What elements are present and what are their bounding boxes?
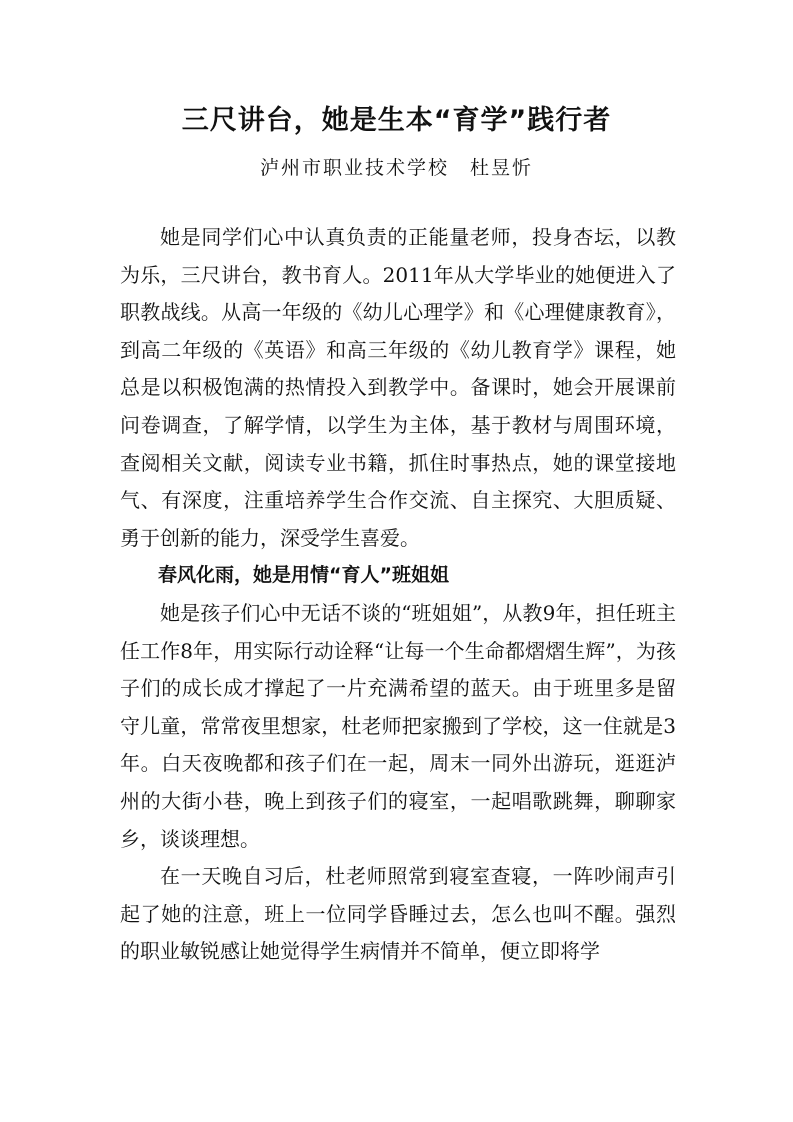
section-heading: 春风化雨，她是用情“育人”班姐姐: [158, 564, 449, 587]
article-title: 三尺讲台，她是生本“育学”践行者: [181, 105, 612, 136]
paragraph-1: 她是同学们心中认真负责的正能量老师，投身杏坛，以教为乐，三尺讲台，教书育人。2011年从大学毕业的她便进入了职教战线。从高一年级的《幼儿心理学》和《心理健康教育》，到高二年级的《英语》和高三年级的《幼儿教育学》课程，她总是以积极饱满的热情投入到教学中。备课时，她会开展课前问卷调查，了解学情，以学生为主体，基于教材与周围环境，查阅相关文献，阅读专业书籍，抓住时事热点，她的课堂接地气、有深度，注重培养学生合作交流、自主探究、大胆质疑、勇于创新的能力，深受学生喜爱。: [120, 225, 676, 550]
paragraph-3: 在一天晚自习后，杜老师照常到寝室查寝，一阵吵闹声引起了她的注意，班上一位同学昏睡过去，怎么也叫不醒。强烈的职业敏锐感让她觉得学生病情并不简单，便立即将学: [120, 864, 676, 964]
article-byline: 泸州市职业技术学校 杜昱忻: [259, 157, 533, 179]
article-body: [120, 219, 676, 971]
paragraph-2: 她是孩子们心中无话不谈的“班姐姐”，从教9年，担任班主任工作8年，用实际行动诠释“让每一个生命都熠熠生辉”，为孩子们的成长成才撑起了一片充满希望的蓝天。由于班里多是留守儿童，常常夜里想家，杜老师把家搬到了学校，这一住就是3年。白天夜晚都和孩子们在一起，周末一同外出游玩，逛逛泸州的大街小巷，晚上到孩子们的寝室，一起唱歌跳舞，聊聊家乡，谈谈理想。: [120, 600, 676, 851]
